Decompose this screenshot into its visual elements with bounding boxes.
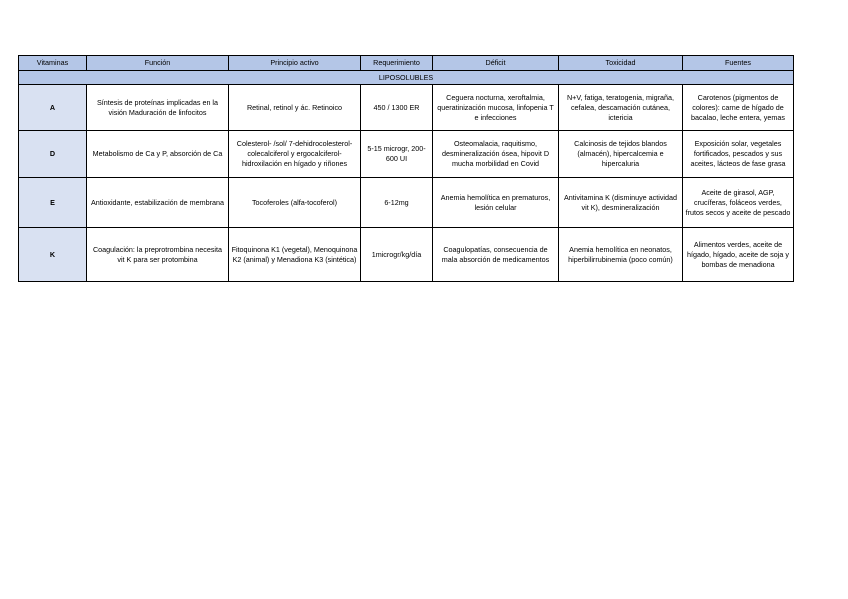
cell-deficit: Coagulopatías, consecuencia de mala absorción de medicamentos — [433, 228, 559, 282]
header-funcion: Función — [87, 56, 229, 71]
cell-funcion: Síntesis de proteínas implicadas en la visión Maduración de linfocitos — [87, 85, 229, 131]
cell-requerimiento: 5-15 microgr, 200-600 UI — [361, 131, 433, 178]
vitamins-table — [18, 55, 794, 282]
table-row — [19, 178, 794, 228]
section-row — [19, 71, 794, 85]
cell-toxicidad: Calcinosis de tejidos blandos (almacén), hipercalcemia e hipercaluria — [559, 131, 683, 178]
cell-requerimiento: 6-12mg — [361, 178, 433, 228]
table-row — [19, 228, 794, 282]
vitamin-name: K — [19, 228, 87, 282]
cell-principio: Retinal, retinol y ác. Retinoico — [229, 85, 361, 131]
header-vitaminas: Vitaminas — [19, 56, 87, 71]
header-requerimiento: Requerimiento — [361, 56, 433, 71]
cell-requerimiento: 450 / 1300 ER — [361, 85, 433, 131]
vitamin-name: E — [19, 178, 87, 228]
cell-funcion: Metabolismo de Ca y P, absorción de Ca — [87, 131, 229, 178]
cell-principio: Fitoquinona K1 (vegetal), Menoquinona K2 (animal) y Menadiona K3 (sintética) — [229, 228, 361, 282]
vitamin-name: D — [19, 131, 87, 178]
header-fuentes: Fuentes — [683, 56, 794, 71]
section-title: LIPOSOLUBLES — [19, 71, 794, 85]
cell-fuentes: Alimentos verdes, aceite de hígado, hígado, aceite de soja y bombas de menadiona — [683, 228, 794, 282]
vitamin-name: A — [19, 85, 87, 131]
cell-principio: Tocoferoles (alfa-tocoferol) — [229, 178, 361, 228]
cell-funcion: Coagulación: la preprotrombina necesita vit K para ser protombina — [87, 228, 229, 282]
cell-toxicidad: N+V, fatiga, teratogenia, migraña, cefalea, descamación cutánea, ictericia — [559, 85, 683, 131]
header-principio-activo: Principio activo — [229, 56, 361, 71]
cell-fuentes: Exposición solar, vegetales fortificados, pescados y sus aceites, lácteos de fase grasa — [683, 131, 794, 178]
cell-requerimiento: 1microgr/kg/día — [361, 228, 433, 282]
cell-principio: Colesterol- /sol/ 7-dehidrocolesterol- colecalciferol y ergocalciferol- hidroxilación en hígado y riñones — [229, 131, 361, 178]
cell-deficit: Ceguera nocturna, xeroftalmia, queratinización mucosa, linfopenia T e infecciones — [433, 85, 559, 131]
cell-toxicidad: Anemia hemolítica en neonatos, hiperbilirrubinemia (poco común) — [559, 228, 683, 282]
cell-toxicidad: Antivitamina K (disminuye actividad vit K), desmineralización — [559, 178, 683, 228]
table-row — [19, 85, 794, 131]
header-row — [19, 56, 794, 71]
cell-fuentes: Aceite de girasol, AGP, crucíferas, foláceos verdes, frutos secos y aceite de pescado — [683, 178, 794, 228]
table-row — [19, 131, 794, 178]
cell-fuentes: Carotenos (pigmentos de colores): carne de hígado de bacalao, leche entera, yemas — [683, 85, 794, 131]
cell-funcion: Antioxidante, estabilización de membrana — [87, 178, 229, 228]
cell-deficit: Anemia hemolítica en prematuros, lesión celular — [433, 178, 559, 228]
header-toxicidad: Toxicidad — [559, 56, 683, 71]
header-deficit: Déficit — [433, 56, 559, 71]
vitamins-table-sheet — [18, 55, 794, 282]
cell-deficit: Osteomalacia, raquitismo, desmineralización ósea, hipovit D mucha morbilidad en Covid — [433, 131, 559, 178]
